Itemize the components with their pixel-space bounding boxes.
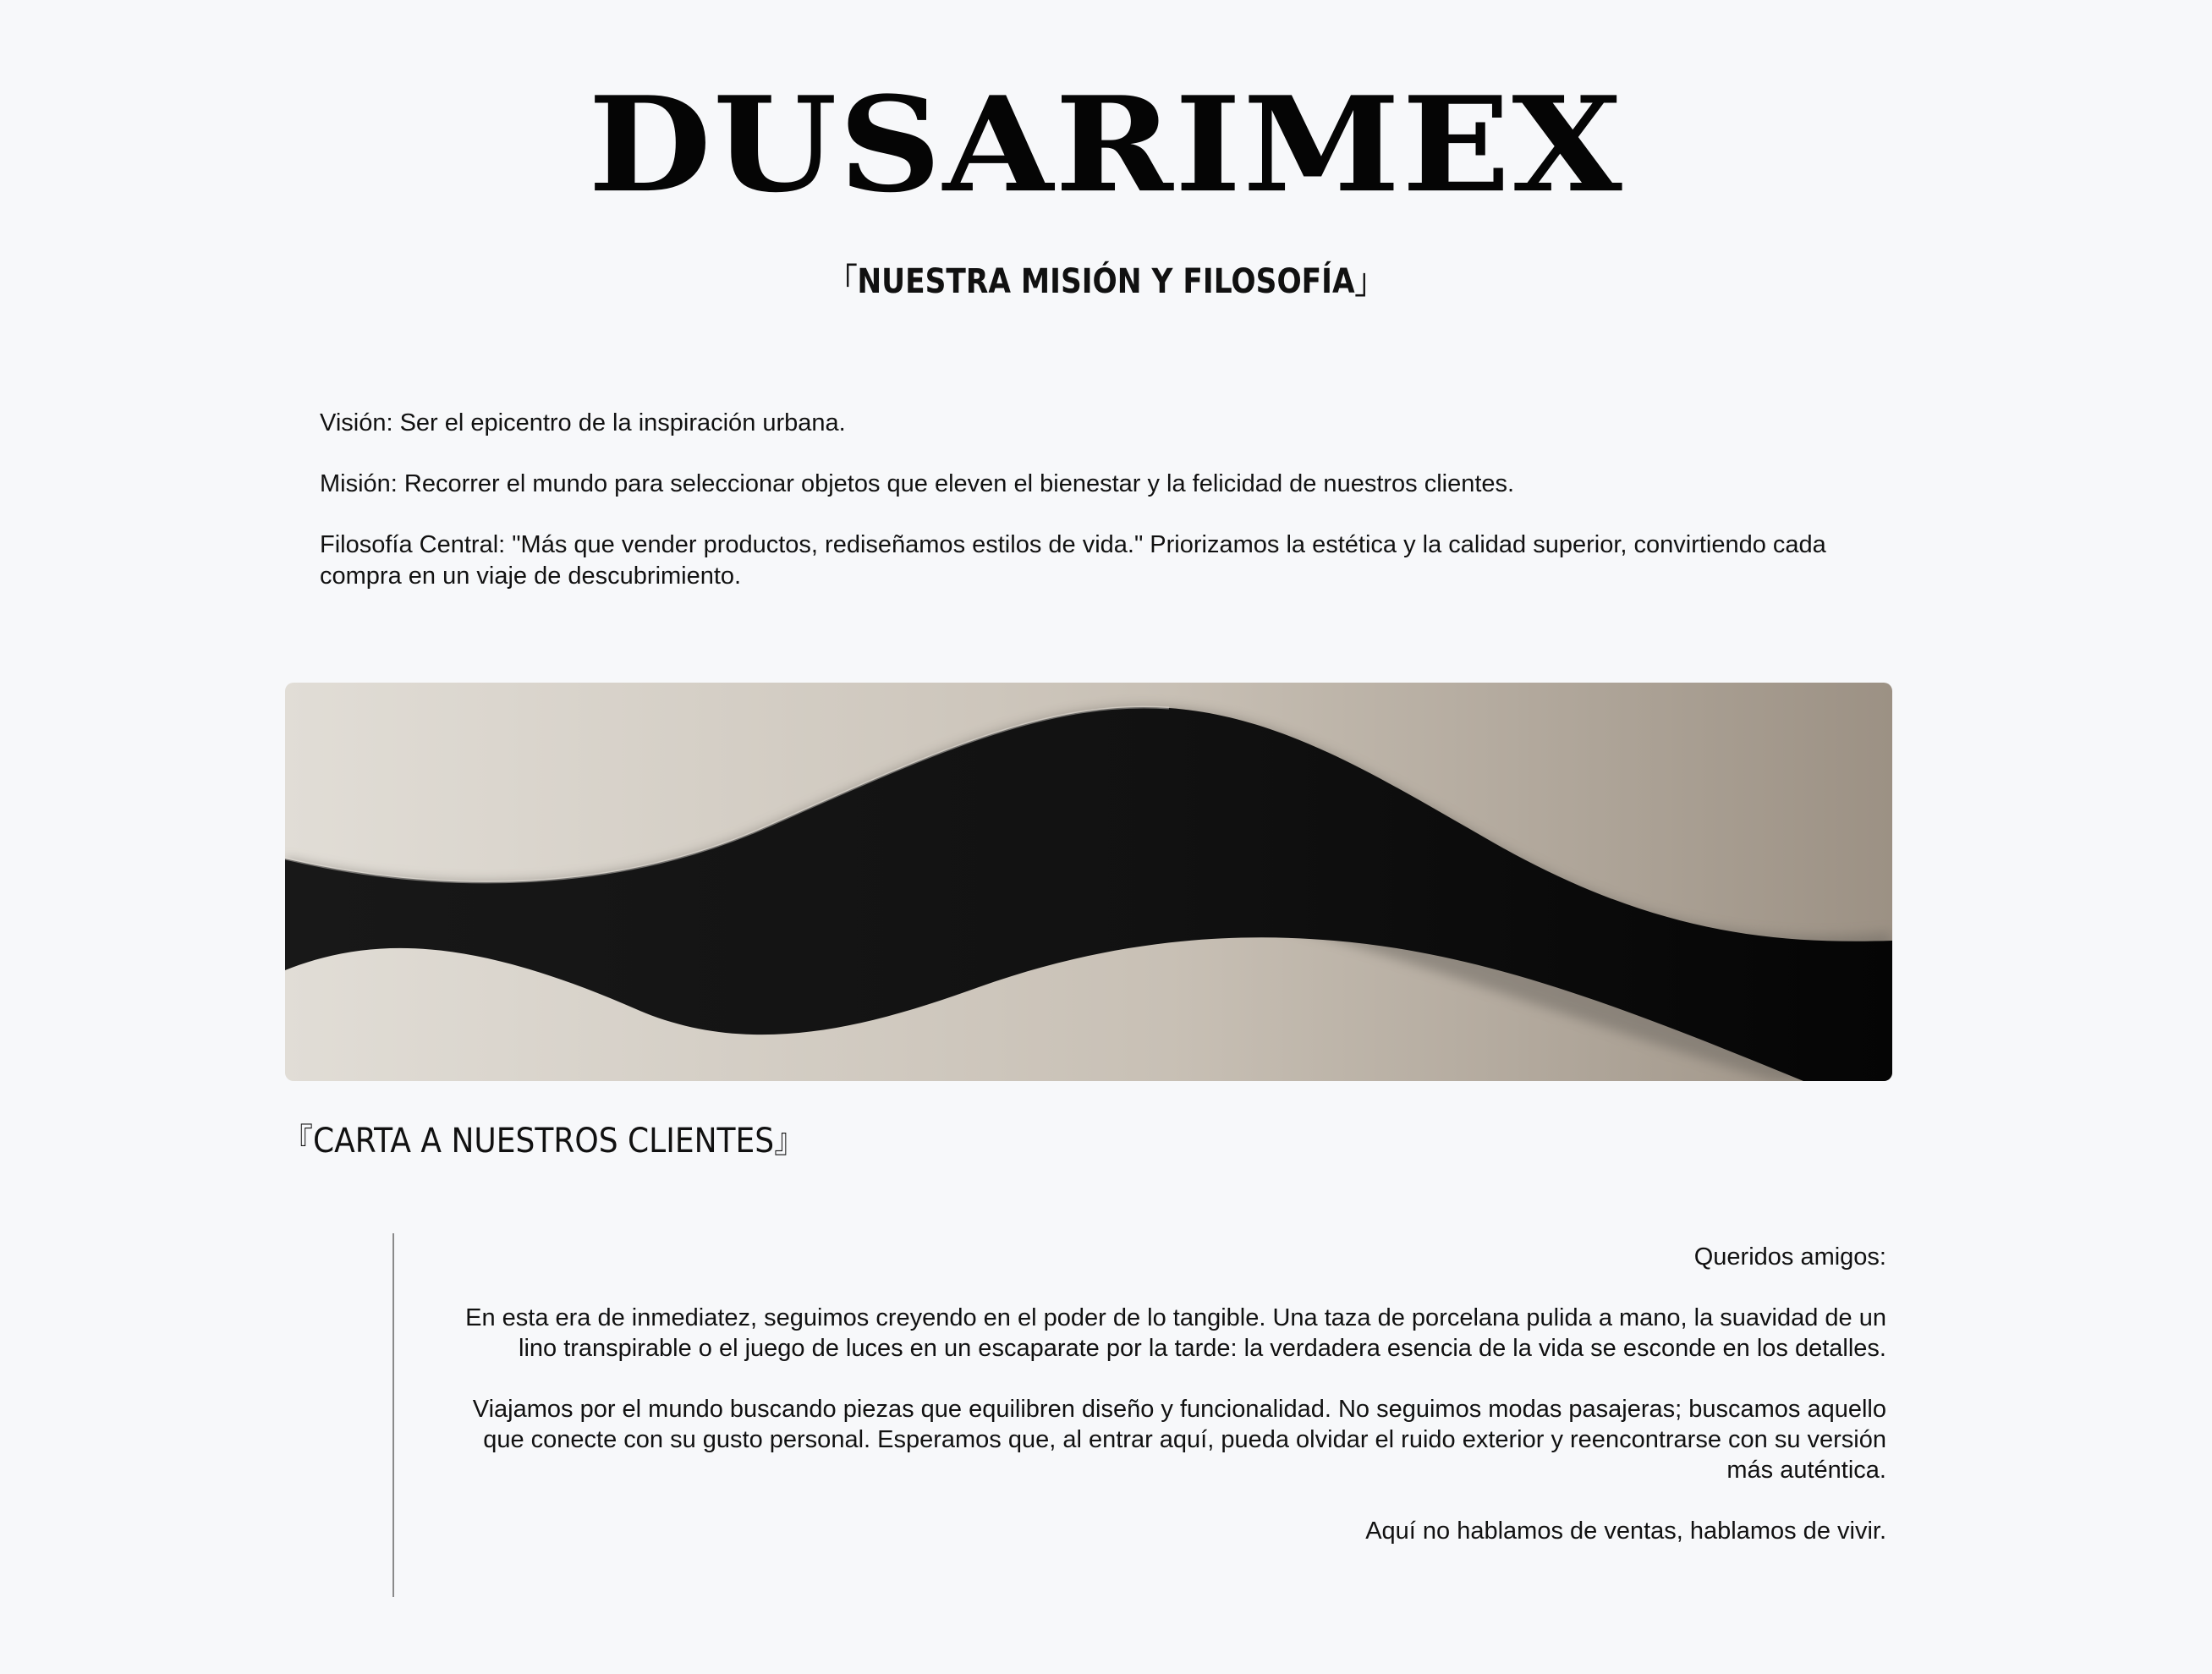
letter-closing: Aquí no hablamos de ventas, hablamos de vivir. xyxy=(1365,1518,1886,1545)
letter-paragraph-1: En esta era de inmediatez, seguimos creyendo en el poder de lo tangible. Una taza de porcelana pulida a mano, la suavidad de un lino transpirable o el juego de luces en un escaparate por la tarde: la verdadera esencia de la vida se esconde en los detalles. xyxy=(465,1304,1886,1362)
philosophy-text: Filosofía Central: "Más que vender productos, rediseñamos estilos de vida." Priorizamos la estética y la calidad superior, convirtiendo cada compra en un viaje de descubrimiento. xyxy=(320,531,1826,590)
customer-letter xyxy=(442,1242,1886,1577)
vision-text: Visión: Ser el epicentro de la inspiración urbana. xyxy=(320,409,846,436)
mission-section-title: 「NUESTRA MISIÓN Y FILOSOFÍA」 xyxy=(827,262,1385,301)
letter-heading: 『CARTA A NUESTROS CLIENTES』 xyxy=(283,1122,805,1161)
mission-text: Misión: Recorrer el mundo para seleccionar objetos que eleven el bienestar y la felicidad de nuestros clientes. xyxy=(320,470,1515,497)
brand-title: DUSARIMEX xyxy=(588,67,1624,222)
letter-divider xyxy=(392,1233,394,1597)
abstract-black-wave-image xyxy=(285,683,1892,1081)
letter-greeting: Queridos amigos: xyxy=(1693,1243,1886,1271)
mission-statement-block xyxy=(320,408,1834,622)
letter-paragraph-2: Viajamos por el mundo buscando piezas que equilibren diseño y funcionalidad. No seguimos modas pasajeras; buscamos aquello que conecte con su gusto personal. Esperamos que, al entrar aquí, pueda olvidar el ruido exterior y reencontrarse con su versión más auténtica. xyxy=(472,1396,1886,1484)
